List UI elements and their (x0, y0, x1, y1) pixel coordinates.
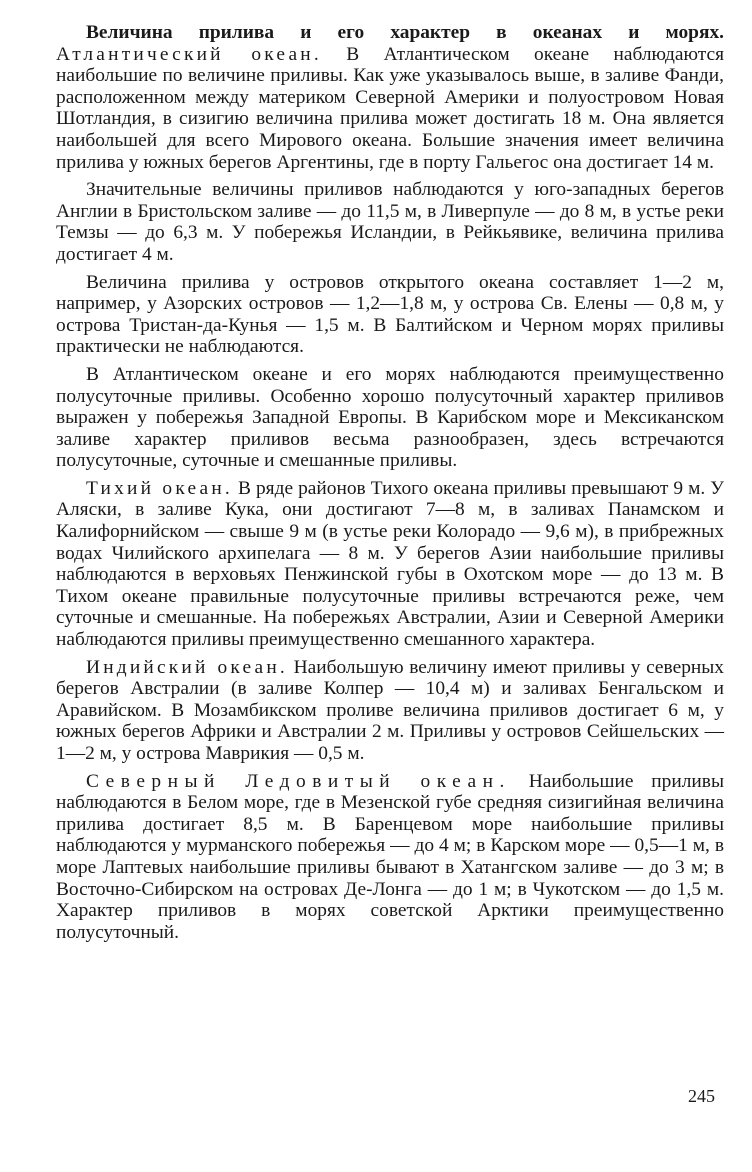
paragraph-england-iceland (56, 179, 724, 265)
paragraph-text: Величина прилива у островов открытого океана составляет 1—2 м, например, у Азорских островов — 1,2—1,8 м, у острова Св. Елены — 0,8 м, у острова Тристан-да-Кунья — 1,5 м. В Балтийском и Черном морях приливы практически не наблюдаются. (56, 271, 724, 358)
lead-pacific-ocean: Тихий океан. (86, 477, 233, 499)
lead-atlantic-ocean: Атлантический океан. (56, 43, 322, 65)
paragraph-text: В Атлантическом океане и его морях наблюдаются преимущественно полусуточные приливы. Особенно хорошо полусуточный характер приливов выражен у побережья Западной Европы. В Карибском море и Мексиканском заливе характер приливов весьма разнообразен, здесь встречаются полусуточные, суточные и смешанные приливы. (56, 363, 724, 472)
page-number: 245 (688, 1086, 715, 1106)
paragraph-atlantic-character (56, 364, 724, 472)
lead-indian-ocean: Индийский океан. (86, 656, 288, 678)
lead-arctic-ocean: Северный Ледовитый океан. (86, 770, 511, 792)
paragraph-text: Наибольшую величину имеют приливы у северных берегов Австралии (в заливе Колпер — 10,4 м) и заливах Бенгальском и Аравийском. В Мозамбикском проливе величина приливов достигает 6 м, у южных берегов Африки и Австралии 2 м. Приливы у островов Сейшельских — 1—2 м, у острова Маврикия — 0,5 м. (56, 656, 724, 764)
paragraph-atlantic-intro (56, 22, 724, 173)
paragraph-text: В ряде районов Тихого океана приливы превышают 9 м. У Аляски, в заливе Кука, они достигают 7—8 м, в заливах Панамском и Калифорнийском — свыше 9 м (в устье реки Колорадо — 9,6 м), в прибрежных водах Чилийского архипелага — 8 м. У берегов Азии наибольшие приливы наблюдаются в верховьях Пенжинской губы в Охотском море — до 13 м. В Тихом океане правильные полусуточные приливы встречаются реже, чем суточные и смешанные. На побережьях Австралии, Азии и Северной Америки наблюдаются приливы преимущественно смешанного характера. (56, 477, 724, 651)
paragraph-text: В Атлантическом океане наблюдаются наибольшие по величине приливы. Как уже указывалось выше, в заливе Фанди, расположенном между материком Северной Америки и полуостровом Новая Шотландия, в сизигию величина прилива может достигать 18 м. Она является наибольшей для всего Мирового океана. Большие значения имеет величина прилива у южных берегов Аргентины, где в порту Гальегос она достигает 14 м. (56, 43, 724, 173)
paragraph-text: Значительные величины приливов наблюдаются у юго-западных берегов Англии в Бристольском заливе — до 11,5 м, в Ливерпуле — до 8 м, в устье реки Темзы — до 6,3 м. У побережья Исландии, в Рейкьявике, величина прилива достигает 4 м. (56, 179, 724, 265)
paragraph-text: Наибольшие приливы наблюдаются в Белом море, где в Мезенской губе средняя сизигийная величина прилива достигает 8,5 м. В Баренцевом море наибольшие приливы наблюдаются у мурманского побережья — до 4 м; в Карском море — 0,5—1 м, в море Лаптевых наибольшие приливы бывают в Хатангском заливе — до 3 м; в Восточно-Сибирском на островах Де-Лонга — до 1 м; в Чукотском — до 1,5 м. Характер приливов в морях советской Арктики преимущественно полусуточный. (56, 770, 724, 943)
paragraph-arctic (56, 771, 724, 944)
page-body (56, 22, 724, 949)
paragraph-pacific (56, 478, 724, 651)
paragraph-islands (56, 272, 724, 358)
section-heading: Величина прилива и его характер в океанах и морях. (86, 22, 724, 43)
paragraph-indian (56, 657, 724, 765)
